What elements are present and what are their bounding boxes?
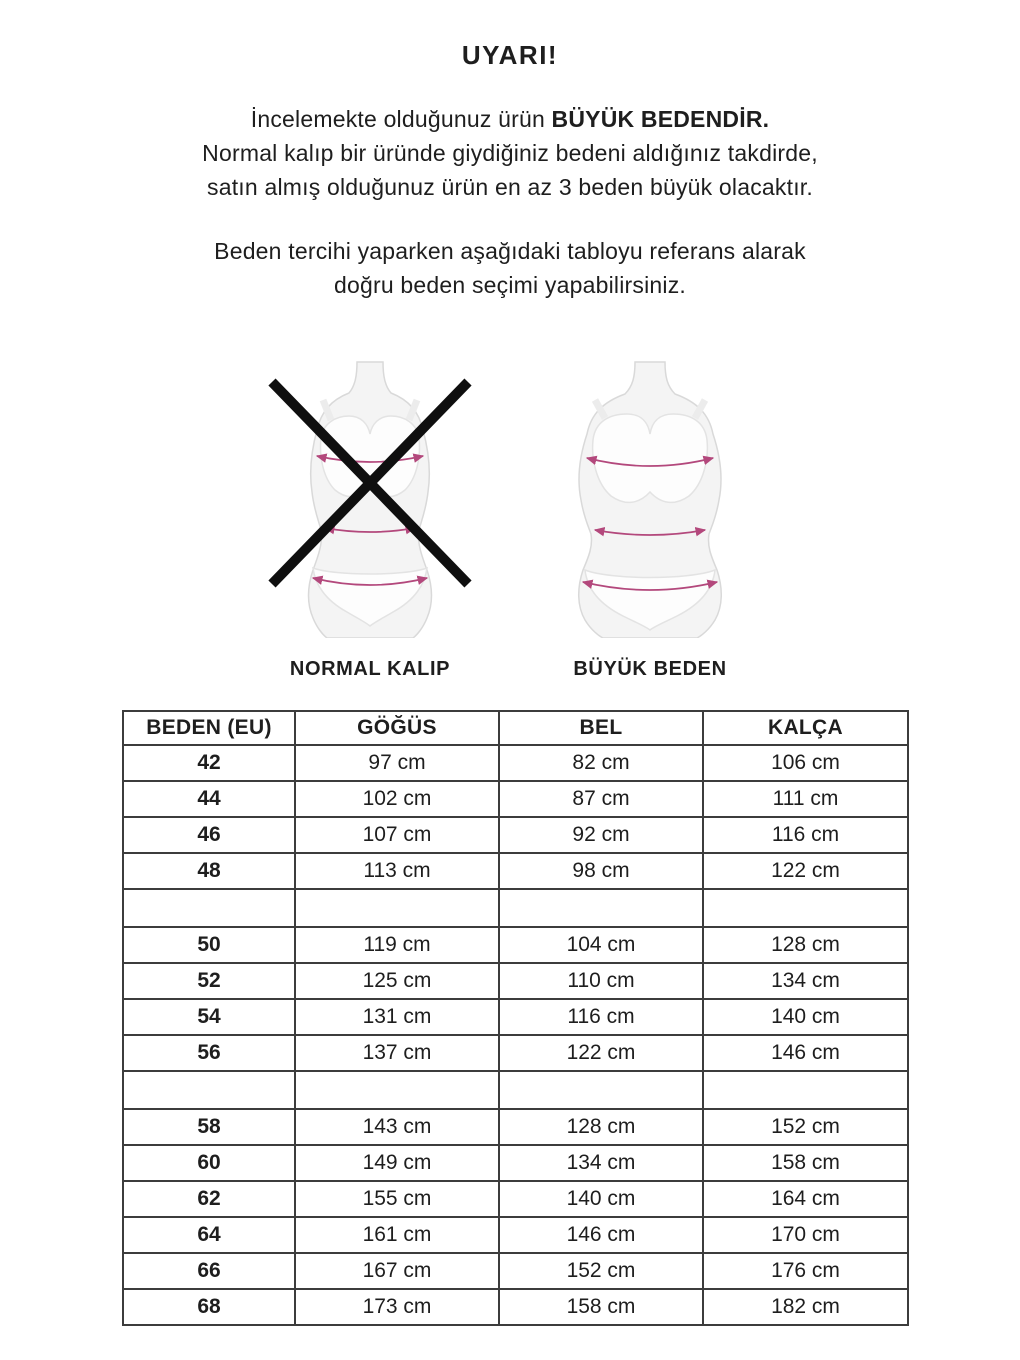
header-size: BEDEN (EU) [123,711,295,745]
measure-cell: 128 cm [703,927,908,963]
header-row [123,711,908,745]
measure-cell: 170 cm [703,1217,908,1253]
measure-cell: 152 cm [499,1253,703,1289]
size-table-header [123,711,908,745]
warning-line-3: satın almış olduğunuz ürün en az 3 beden büyük olacaktır. [207,174,813,200]
measure-cell: 104 cm [499,927,703,963]
header-chest: GÖĞÜS [295,711,499,745]
measure-cell: 140 cm [703,999,908,1035]
measure-cell: 102 cm [295,781,499,817]
figure-normal-fit [265,360,475,680]
measure-cell: 98 cm [499,853,703,889]
figure-plus-size [545,360,755,680]
table-row [123,853,908,889]
measure-cell: 122 cm [499,1035,703,1071]
warning-paragraph [0,102,1020,204]
measure-cell: 158 cm [703,1145,908,1181]
normal-fit-body-illustration [265,360,475,638]
measure-cell: 87 cm [499,781,703,817]
table-row [123,745,908,781]
size-cell [123,1071,295,1109]
measure-cell: 158 cm [499,1289,703,1325]
measure-cell: 134 cm [499,1145,703,1181]
table-row [123,1217,908,1253]
warning-title: UYARI! [461,40,559,70]
measure-cell: 137 cm [295,1035,499,1071]
size-cell: 42 [123,745,295,781]
guide-line-2: doğru beden seçimi yapabilirsiniz. [334,272,686,298]
header-hip: KALÇA [703,711,908,745]
table-row [123,1181,908,1217]
guide-line-1: Beden tercihi yaparken aşağıdaki tabloyu referans alarak [214,238,806,264]
size-cell: 44 [123,781,295,817]
size-cell: 46 [123,817,295,853]
measure-cell: 122 cm [703,853,908,889]
measure-cell: 131 cm [295,999,499,1035]
measure-cell: 107 cm [295,817,499,853]
header-waist: BEL [499,711,703,745]
measure-cell: 116 cm [703,817,908,853]
table-row [123,1109,908,1145]
measure-cell: 110 cm [499,963,703,999]
guide-paragraph [0,234,1020,302]
figures-row [0,360,1020,680]
warning-line-1-regular: İncelemekte olduğunuz ürün [250,106,552,132]
measure-cell: 155 cm [295,1181,499,1217]
size-cell: 64 [123,1217,295,1253]
table-row [123,1035,908,1071]
measure-cell: 164 cm [703,1181,908,1217]
measure-cell: 113 cm [295,853,499,889]
measure-cell: 128 cm [499,1109,703,1145]
size-cell [123,889,295,927]
spacer-row [123,889,908,927]
table-row [123,999,908,1035]
measure-cell: 146 cm [499,1217,703,1253]
size-cell: 68 [123,1289,295,1325]
measure-cell [499,889,703,927]
size-cell: 50 [123,927,295,963]
measure-cell [499,1071,703,1109]
measure-cell: 82 cm [499,745,703,781]
warning-line-2: Normal kalıp bir üründe giydiğiniz bedeni aldığınız takdirde, [202,140,818,166]
measure-cell: 116 cm [499,999,703,1035]
measure-cell: 134 cm [703,963,908,999]
measure-cell: 111 cm [703,781,908,817]
measure-cell: 125 cm [295,963,499,999]
table-row [123,1145,908,1181]
size-cell: 66 [123,1253,295,1289]
size-cell: 56 [123,1035,295,1071]
measure-cell: 146 cm [703,1035,908,1071]
warning-line-1 [0,102,1020,136]
measure-cell: 161 cm [295,1217,499,1253]
measure-cell: 106 cm [703,745,908,781]
table-row [123,1289,908,1325]
size-table-body [123,745,908,1325]
plus-size-body-illustration [545,360,755,638]
measure-cell [703,889,908,927]
measure-cell: 176 cm [703,1253,908,1289]
table-row [123,927,908,963]
measure-cell [703,1071,908,1109]
measure-cell: 97 cm [295,745,499,781]
normal-fit-label: NORMAL KALIP [289,658,451,680]
measure-cell: 143 cm [295,1109,499,1145]
size-table [122,710,909,1326]
table-row [123,817,908,853]
measure-cell: 182 cm [703,1289,908,1325]
size-cell: 60 [123,1145,295,1181]
measure-cell: 140 cm [499,1181,703,1217]
size-cell: 52 [123,963,295,999]
size-cell: 62 [123,1181,295,1217]
measure-cell: 167 cm [295,1253,499,1289]
warning-line-1-bold: BÜYÜK BEDENDİR. [551,106,770,132]
measure-cell: 149 cm [295,1145,499,1181]
measure-cell: 119 cm [295,927,499,963]
table-row [123,963,908,999]
measure-cell [295,889,499,927]
spacer-row [123,1071,908,1109]
measure-cell: 152 cm [703,1109,908,1145]
measure-cell [295,1071,499,1109]
measure-cell: 173 cm [295,1289,499,1325]
table-row [123,1253,908,1289]
measure-cell: 92 cm [499,817,703,853]
plus-size-label: BÜYÜK BEDEN [573,658,727,680]
table-row [123,781,908,817]
size-cell: 58 [123,1109,295,1145]
size-cell: 54 [123,999,295,1035]
size-cell: 48 [123,853,295,889]
